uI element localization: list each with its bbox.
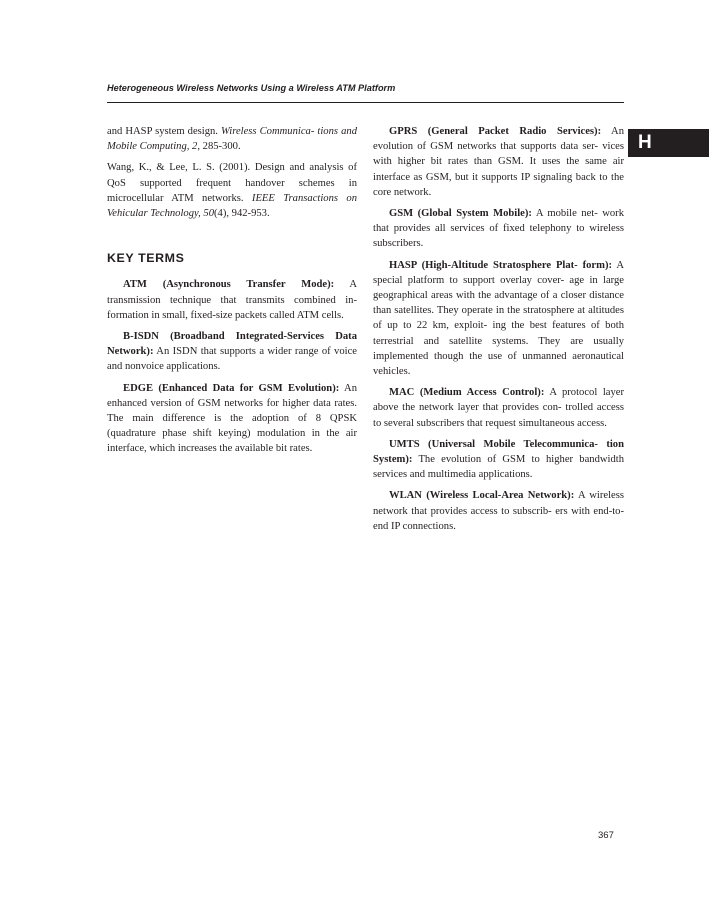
term-definition: An ISDN that supports a wider range of voice and nonvoice applications.: [107, 346, 357, 373]
section-heading: KEY TERMS: [107, 251, 185, 266]
term-name: MAC (Medium Access Control):: [389, 387, 545, 399]
left-column: [107, 124, 357, 463]
key-term: [107, 277, 357, 323]
term-definition: An evolution of GSM networks that supports data ser- vices with higher bit rates than GSM. It uses the same air interface as GSM, but it supports IP signaling back to the core network.: [373, 126, 624, 198]
header-rule: [107, 102, 624, 103]
term-name: HASP (High-Altitude Stratosphere Plat- form):: [389, 259, 613, 271]
term-definition: A wireless network that provides access to subscrib- ers with end-to-end IP connections.: [373, 490, 624, 532]
running-head: Heterogeneous Wireless Networks Using a Wireless ATM Platform: [107, 83, 396, 93]
term-definition: A protocol layer above the network layer that provides con- trolled access to several subscribers that request simultaneous access.: [373, 387, 624, 429]
term-definition: A transmission technique that transmits combined in- formation in small, fixed-size packets called ATM cells.: [107, 279, 357, 321]
reference-journal: Wireless Communica- tions and Mobile Computing, 2: [107, 126, 357, 153]
key-term: [373, 437, 624, 483]
key-term: [107, 381, 357, 457]
reference-text: and HASP system design.: [107, 126, 222, 137]
key-term: [107, 329, 357, 375]
term-name: EDGE (Enhanced Data for GSM Evolution):: [123, 382, 340, 394]
key-term: [373, 258, 624, 380]
page-number: 367: [598, 830, 614, 841]
key-term: [373, 488, 624, 534]
reference-text: , 285-300.: [197, 141, 241, 153]
key-term: [373, 206, 624, 252]
reference-entry: [107, 124, 357, 154]
reference-journal: IEEE Transactions on Vehicular Technology, 50: [107, 192, 357, 220]
right-column: [373, 124, 624, 540]
term-name: GPRS (General Packet Radio Services):: [389, 126, 602, 137]
reference-text: Wang, K., & Lee, L. S. (2001). Design and analysis of QoS supported frequent handover schemes in microcellular ATM networks.: [107, 162, 357, 204]
term-name: B-ISDN (Broadband Integrated-Services Data Network):: [107, 331, 357, 358]
reference-entry: [107, 160, 357, 221]
term-definition: An enhanced version of GSM networks for higher data rates. The main difference is the adoption of 8 QPSK (quadrature phase shift keying) modulation in the air interface, which increases the available bit rates.: [107, 382, 357, 455]
term-name: GSM (Global System Mobile):: [389, 208, 532, 220]
term-definition: A special platform to support overlay cover- age in large geographical areas with the advantage of a closer distance than satellites. They operate in the stratosphere at altitudes of up to 22 km, exploit- ing the best features of both terrestrial and satellite systems. They are usually implemented though the use of unmanned aeronautical vehicles.: [373, 259, 624, 378]
term-name: WLAN (Wireless Local-Area Network):: [389, 490, 575, 502]
term-definition: The evolution of GSM to higher bandwidth services and multimedia applications.: [373, 454, 624, 481]
key-term: [373, 385, 624, 431]
term-name: ATM (Asynchronous Transfer Mode):: [123, 279, 335, 291]
thumb-tab: H: [628, 129, 709, 157]
term-definition: A mobile net- work that provides all services of fixed telephony to wireless subscribers.: [373, 208, 624, 250]
reference-text: (4), 942-953.: [214, 208, 270, 220]
key-term: [373, 124, 624, 200]
term-name: UMTS (Universal Mobile Telecommunica- tion System):: [373, 438, 624, 466]
